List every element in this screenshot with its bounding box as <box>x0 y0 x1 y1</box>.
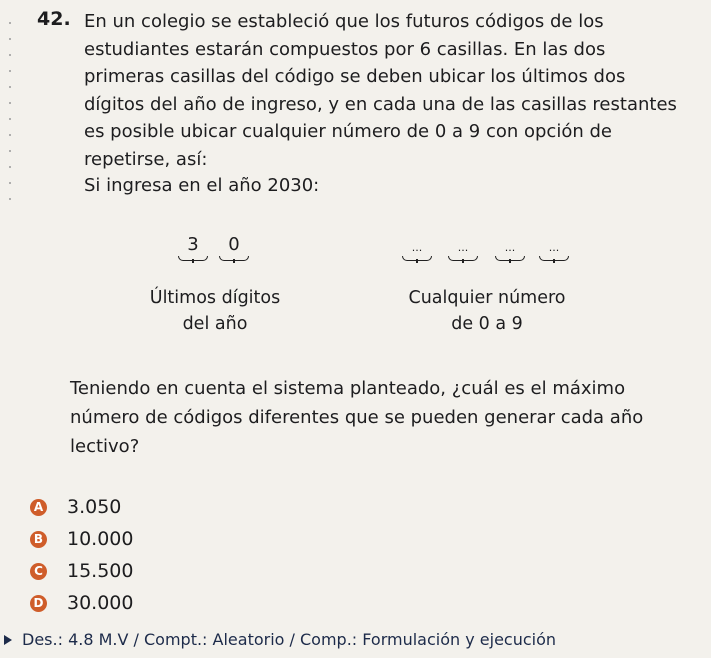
option-c[interactable] <box>30 560 133 582</box>
option-value: 10.000 <box>67 528 134 550</box>
code-box-3 <box>397 234 437 262</box>
code-box-1 <box>173 234 213 262</box>
option-value: 15.500 <box>67 560 134 582</box>
code-box-value: ... <box>411 241 423 254</box>
question-stem: Teniendo en cuenta el sistema planteado, ¿cuál es el máximo número de códigos diferentes que se pueden generar cada año lectivo? <box>70 378 644 457</box>
option-b[interactable] <box>30 528 133 550</box>
code-box-value: ... <box>548 241 560 254</box>
label-last-digits <box>135 285 295 337</box>
brace-icon <box>448 256 478 262</box>
code-box-5 <box>490 234 530 262</box>
option-letter-badge: A <box>30 499 47 516</box>
brace-icon <box>495 256 525 262</box>
margin-dots <box>6 8 16 200</box>
code-box-value: 3 <box>187 234 199 255</box>
brace-icon <box>539 256 569 262</box>
code-box-2 <box>214 234 254 262</box>
option-value: 3.050 <box>67 496 122 518</box>
code-box-value: ... <box>504 241 516 254</box>
label-line: del año <box>182 314 248 334</box>
brace-icon <box>402 256 432 262</box>
label-any-number <box>392 285 582 337</box>
question-number: 42. <box>37 8 71 30</box>
option-d[interactable] <box>30 592 133 614</box>
brace-icon <box>178 256 208 262</box>
brace-icon <box>219 256 249 262</box>
option-value: 30.000 <box>67 592 134 614</box>
option-letter-badge: D <box>30 595 47 612</box>
label-line: Cualquier número <box>408 288 566 308</box>
label-line: Últimos dígitos <box>149 288 281 308</box>
question-footer <box>4 630 556 649</box>
intro-text: Si ingresa en el año 2030: <box>84 175 320 196</box>
label-line: de 0 a 9 <box>451 314 523 334</box>
option-letter-badge: B <box>30 531 47 548</box>
code-box-value: 0 <box>228 234 240 255</box>
footer-text: Des.: 4.8 M.V / Compt.: Aleatorio / Comp.: Formulación y ejecución <box>22 630 557 649</box>
code-box-value: ... <box>457 241 469 254</box>
option-a[interactable] <box>30 496 121 518</box>
question-text: En un colegio se estableció que los futuros códigos de los estudiantes estarán compuestos por 6 casillas. En las dos primeras casillas del código se deben ubicar los últimos dos dígitos del año de ingreso, y en cada una de las casillas restantes es posible ubicar cualquier número de 0 a 9 con opción de repetirse, así: <box>84 11 677 170</box>
code-box-6 <box>534 234 574 262</box>
arrow-right-icon <box>4 635 12 645</box>
code-box-4 <box>443 234 483 262</box>
option-letter-badge: C <box>30 563 47 580</box>
